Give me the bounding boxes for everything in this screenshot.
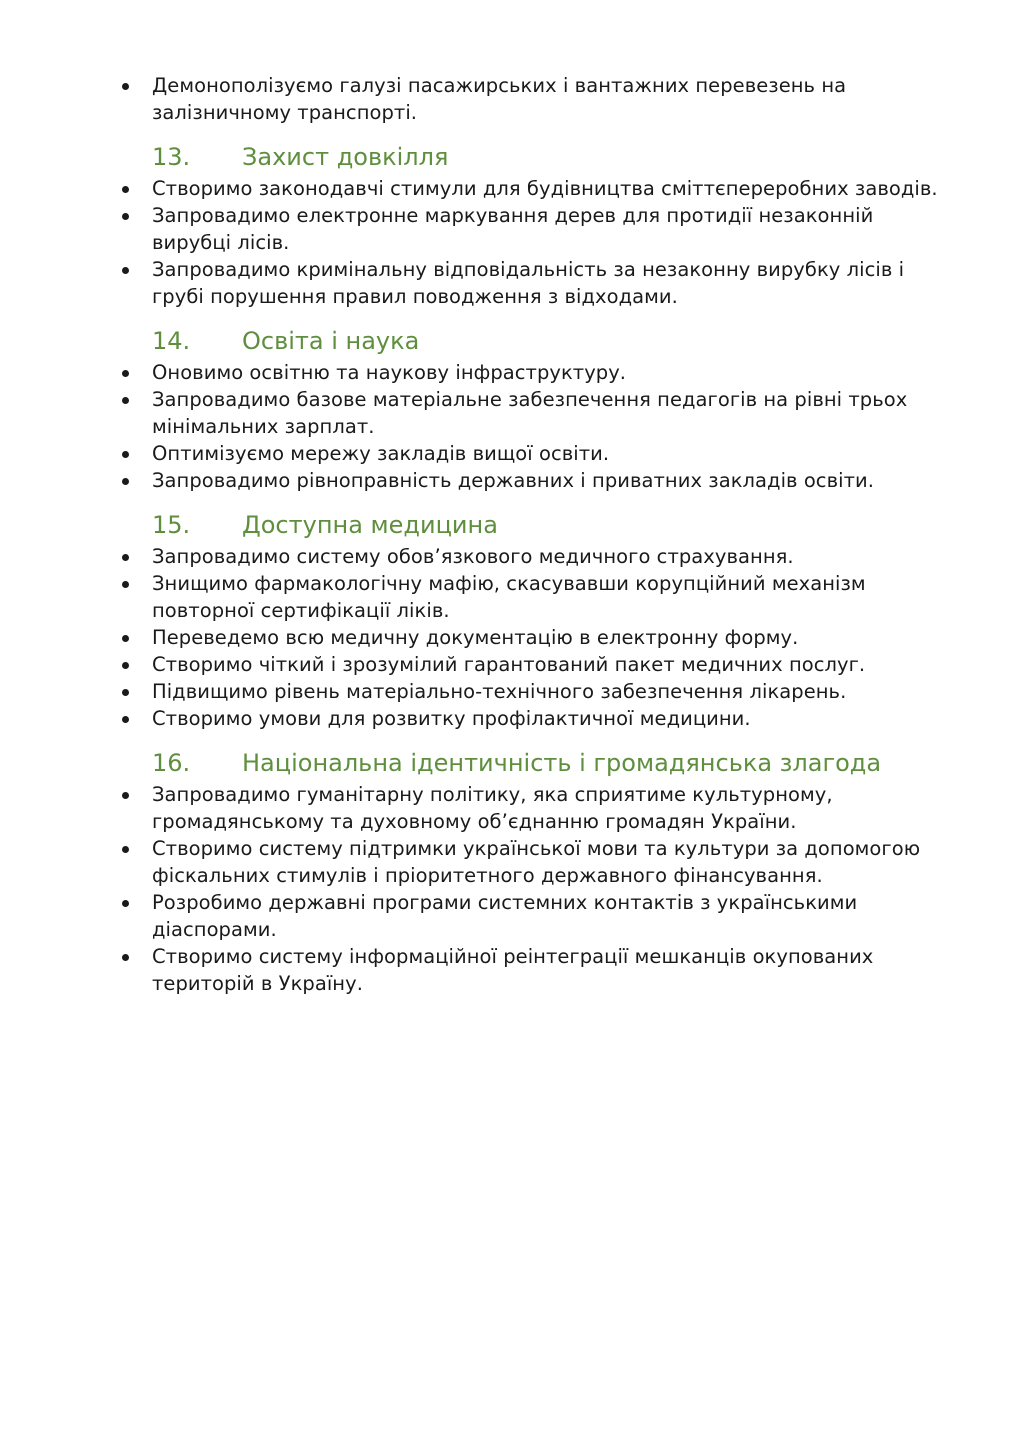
section-education — [118, 326, 958, 494]
list-item: Створимо чіткий і зрозумілий гарантований пакет медичних послуг. — [118, 651, 958, 678]
section-list — [118, 781, 958, 997]
section-heading — [118, 142, 958, 173]
section-title: Освіта і наука — [242, 327, 420, 355]
list-item: Запровадимо базове матеріальне забезпечення педагогів на рівні трьох мінімальних зарплат. — [118, 386, 958, 440]
section-national-identity — [118, 748, 958, 997]
section-medicine — [118, 510, 958, 732]
bullet-icon — [122, 370, 129, 377]
bullet-icon — [122, 213, 129, 220]
list-item: Оптимізуємо мережу закладів вищої освіти. — [118, 440, 958, 467]
section-heading — [118, 326, 958, 357]
document-content — [118, 72, 958, 997]
section-list — [118, 175, 958, 310]
section-number: 14. — [152, 327, 191, 355]
list-item: Розробимо державні програми системних контактів з українськими діаспорами. — [118, 889, 958, 943]
section-title: Захист довкілля — [242, 143, 449, 171]
bullet-icon — [122, 581, 129, 588]
bullet-icon — [122, 900, 129, 907]
bullet-icon — [122, 186, 129, 193]
bullet-icon — [122, 83, 129, 90]
list-item: Демонополізуємо галузі пасажирських і вантажних перевезень на залізничному транспорті. — [118, 72, 958, 126]
section-list — [118, 543, 958, 732]
list-item: Запровадимо рівноправність державних і приватних закладів освіти. — [118, 467, 958, 494]
section-title: Доступна медицина — [242, 511, 498, 539]
bullet-icon — [122, 716, 129, 723]
section-heading — [118, 748, 958, 779]
bullet-icon — [122, 397, 129, 404]
list-item: Запровадимо електронне маркування дерев для протидії незаконній вирубці лісів. — [118, 202, 958, 256]
list-item: Знищимо фармакологічну мафію, скасувавши корупційний механізм повторної сертифікації ліків. — [118, 570, 958, 624]
list-item: Створимо законодавчі стимули для будівництва сміттєпереробних заводів. — [118, 175, 958, 202]
list-item: Запровадимо систему обов’язкового медичного страхування. — [118, 543, 958, 570]
bullet-icon — [122, 689, 129, 696]
section-list — [118, 359, 958, 494]
bullet-icon — [122, 635, 129, 642]
bullet-icon — [122, 662, 129, 669]
list-item: Створимо умови для розвитку профілактичної медицини. — [118, 705, 958, 732]
list-item: Запровадимо кримінальну відповідальність за незаконну вирубку лісів і грубі порушення правил поводження з відходами. — [118, 256, 958, 310]
section-number: 13. — [152, 143, 191, 171]
list-item: Оновимо освітню та наукову інфраструктуру. — [118, 359, 958, 386]
list-item: Переведемо всю медичну документацію в електронну форму. — [118, 624, 958, 651]
section-environment — [118, 142, 958, 310]
section-title: Національна ідентичність і громадянська злагода — [242, 749, 882, 777]
intro-list — [118, 72, 958, 126]
bullet-icon — [122, 846, 129, 853]
section-number: 15. — [152, 511, 191, 539]
list-item: Запровадимо гуманітарну політику, яка сприятиме культурному, громадянському та духовному об’єднанню громадян України. — [118, 781, 958, 835]
bullet-icon — [122, 478, 129, 485]
list-item: Створимо систему інформаційної реінтеграції мешканців окупованих територій в Україну. — [118, 943, 958, 997]
section-number: 16. — [152, 749, 191, 777]
section-heading — [118, 510, 958, 541]
bullet-icon — [122, 267, 129, 274]
bullet-icon — [122, 792, 129, 799]
bullet-icon — [122, 451, 129, 458]
bullet-icon — [122, 954, 129, 961]
list-item: Створимо систему підтримки української мови та культури за допомогою фіскальних стимулів і пріоритетного державного фінансування. — [118, 835, 958, 889]
list-item: Підвищимо рівень матеріально-технічного забезпечення лікарень. — [118, 678, 958, 705]
bullet-icon — [122, 554, 129, 561]
